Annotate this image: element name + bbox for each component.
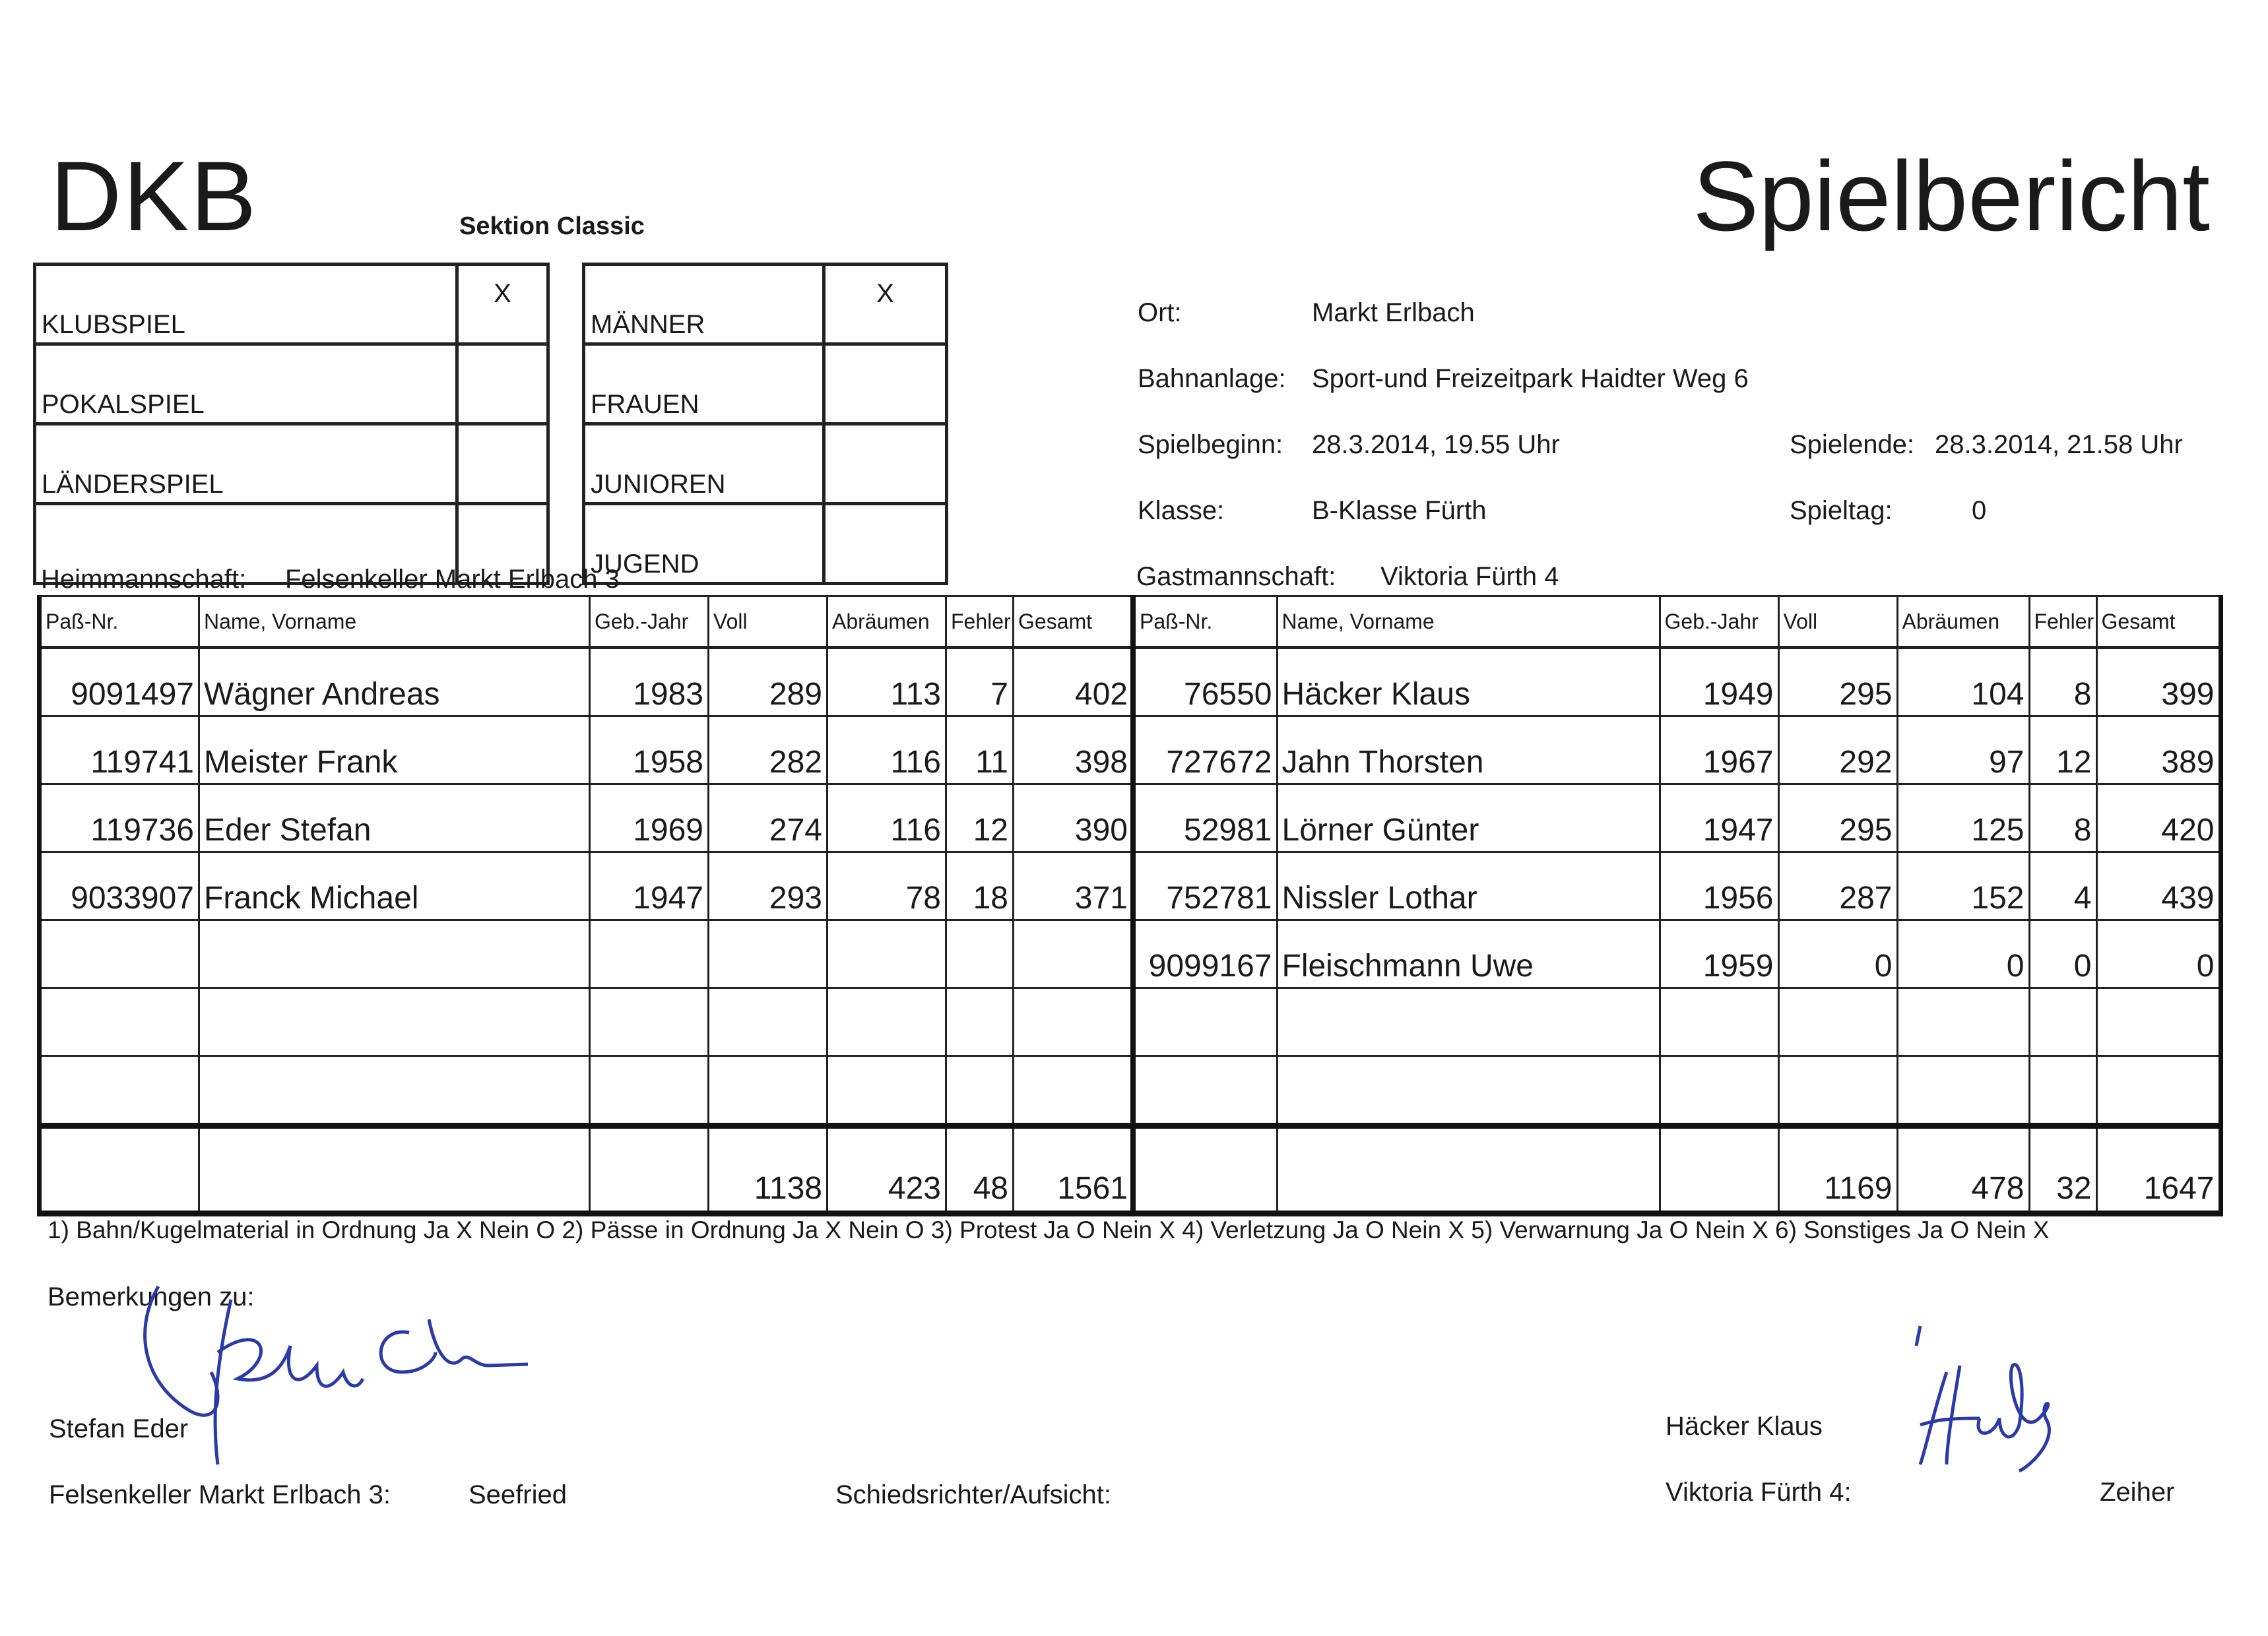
player-voll xyxy=(1778,1056,1897,1126)
home-total-voll: 1138 xyxy=(709,1126,827,1214)
player-abr xyxy=(827,920,946,988)
col-voll-header: Voll xyxy=(709,596,827,648)
referee-label: Schiedsrichter/Aufsicht: xyxy=(835,1480,1111,1509)
home-player-row xyxy=(40,784,1133,852)
player-fehler xyxy=(2029,988,2096,1056)
category-label: MÄNNER xyxy=(584,265,824,344)
home-captain-name: Stefan Eder xyxy=(49,1414,189,1443)
category-label: JUNIOREN xyxy=(584,424,824,504)
guest-player-row xyxy=(1133,648,2220,716)
home-total-fehler: 48 xyxy=(946,1126,1014,1214)
player-pass: 727672 xyxy=(1133,716,1277,784)
player-voll: 289 xyxy=(709,648,827,716)
player-name: Eder Stefan xyxy=(199,784,590,852)
player-voll: 287 xyxy=(1778,852,1897,920)
totals-empty xyxy=(1660,1126,1778,1214)
home-player-row xyxy=(40,1056,1133,1126)
player-pass xyxy=(40,920,199,988)
player-voll: 274 xyxy=(709,784,827,852)
checklist-line: 1) Bahn/Kugelmaterial in Ordnung Ja X Nein O 2) Pässe in Ordnung Ja X Nein O 3) Protest Ja O Nein X 4) Verletzung Ja O Nein X 5) Verwarnung Ja O Nein X 6) Sonstiges Ja O Nein X xyxy=(48,1216,2050,1243)
player-name xyxy=(199,1056,590,1126)
player-gesamt xyxy=(2096,1056,2220,1126)
player-name: Franck Michael xyxy=(199,852,590,920)
player-fehler: 4 xyxy=(2029,852,2096,920)
player-name: Fleischmann Uwe xyxy=(1277,920,1660,988)
player-abr: 113 xyxy=(827,648,946,716)
player-abr: 152 xyxy=(1897,852,2029,920)
ort-value: Markt Erlbach xyxy=(1312,298,1475,327)
match-type-checkbox[interactable] xyxy=(457,424,548,504)
player-fehler: 12 xyxy=(2029,716,2096,784)
remarks-label: Bemerkungen zu: xyxy=(48,1282,255,1311)
totals-empty xyxy=(199,1126,590,1214)
player-fehler: 8 xyxy=(2029,784,2096,852)
player-pass: 119736 xyxy=(40,784,199,852)
spielbeginn-value: 28.3.2014, 19.55 Uhr xyxy=(1312,430,1560,459)
col-year-header: Geb.-Jahr xyxy=(590,596,709,648)
player-pass xyxy=(40,1056,199,1126)
totals-empty xyxy=(1277,1126,1660,1214)
player-voll xyxy=(709,1056,827,1126)
player-fehler: 0 xyxy=(2029,920,2096,988)
player-year: 1959 xyxy=(1660,920,1778,988)
player-abr: 116 xyxy=(827,784,946,852)
player-gesamt: 398 xyxy=(1014,716,1133,784)
guest-header-row xyxy=(1133,596,2220,648)
player-voll xyxy=(709,920,827,988)
player-gesamt xyxy=(2096,988,2220,1056)
player-voll: 282 xyxy=(709,716,827,784)
player-year: 1967 xyxy=(1660,716,1778,784)
bahnanlage-value: Sport-und Freizeitpark Haidter Weg 6 xyxy=(1312,364,1749,393)
player-name: Häcker Klaus xyxy=(1277,648,1660,716)
guest-score-table xyxy=(1130,595,2223,1216)
player-name: Wägner Andreas xyxy=(199,648,590,716)
player-voll: 0 xyxy=(1778,920,1897,988)
klasse-value: B-Klasse Fürth xyxy=(1312,496,1487,525)
home-player-row xyxy=(40,988,1133,1056)
player-pass: 52981 xyxy=(1133,784,1277,852)
col-pass-header: Paß-Nr. xyxy=(40,596,199,648)
player-abr: 78 xyxy=(827,852,946,920)
guest-team-name: Viktoria Fürth 4 xyxy=(1380,562,1559,591)
match-type-table xyxy=(33,263,550,585)
document-title: Spielbericht xyxy=(1693,141,2210,251)
home-player-row xyxy=(40,648,1133,716)
category-table xyxy=(582,263,948,585)
category-checkbox[interactable] xyxy=(824,504,947,584)
col-pass-header: Paß-Nr. xyxy=(1133,596,1277,648)
match-type-checkbox[interactable] xyxy=(457,344,548,424)
match-type-checkbox[interactable]: X xyxy=(457,265,548,344)
spielende-label: Spielende: xyxy=(1790,430,1915,459)
col-voll-header: Voll xyxy=(1778,596,1897,648)
col-abr-header: Abräumen xyxy=(827,596,946,648)
player-gesamt: 399 xyxy=(2096,648,2220,716)
player-gesamt: 439 xyxy=(2096,852,2220,920)
bahnanlage-label: Bahnanlage: xyxy=(1138,364,1286,393)
klasse-label: Klasse: xyxy=(1138,496,1225,525)
player-year xyxy=(590,920,709,988)
category-checkbox[interactable] xyxy=(824,344,947,424)
player-year: 1949 xyxy=(1660,648,1778,716)
home-player-row xyxy=(40,852,1133,920)
player-year: 1956 xyxy=(1660,852,1778,920)
player-year: 1969 xyxy=(590,784,709,852)
category-row-maenner xyxy=(584,265,947,344)
guest-total-fehler: 32 xyxy=(2029,1126,2096,1214)
player-fehler xyxy=(946,988,1014,1056)
player-fehler xyxy=(946,1056,1014,1126)
player-year xyxy=(590,1056,709,1126)
player-gesamt: 420 xyxy=(2096,784,2220,852)
player-voll xyxy=(709,988,827,1056)
match-type-label: KLUBSPIEL xyxy=(35,265,457,344)
player-name: Lörner Günter xyxy=(1277,784,1660,852)
player-name: Nissler Lothar xyxy=(1277,852,1660,920)
player-gesamt: 371 xyxy=(1014,852,1133,920)
player-pass: 119741 xyxy=(40,716,199,784)
guest-captain-name: Häcker Klaus xyxy=(1666,1412,1823,1441)
totals-empty xyxy=(1133,1126,1277,1214)
player-name xyxy=(1277,988,1660,1056)
home-header-row xyxy=(40,596,1133,648)
match-type-row-pokalspiel xyxy=(35,344,548,424)
player-pass: 752781 xyxy=(1133,852,1277,920)
player-pass: 9033907 xyxy=(40,852,199,920)
guest-player-row xyxy=(1133,920,2220,988)
home-team-label: Heimmannschaft: xyxy=(41,565,247,594)
player-year: 1947 xyxy=(1660,784,1778,852)
player-abr: 97 xyxy=(1897,716,2029,784)
guest-team-signature-label: Viktoria Fürth 4: xyxy=(1666,1478,1852,1507)
player-pass xyxy=(1133,988,1277,1056)
home-team-signature-label: Felsenkeller Markt Erlbach 3: xyxy=(49,1480,391,1509)
guest-player-row xyxy=(1133,716,2220,784)
guest-totals-row xyxy=(1133,1126,2220,1214)
player-fehler: 12 xyxy=(946,784,1014,852)
player-abr: 0 xyxy=(1897,920,2029,988)
match-type-label: LÄNDERSPIEL xyxy=(35,424,457,504)
player-voll xyxy=(1778,988,1897,1056)
home-team-name: Felsenkeller Markt Erlbach 3 xyxy=(285,565,620,594)
guest-player-row xyxy=(1133,852,2220,920)
home-player-row xyxy=(40,920,1133,988)
col-fehler-header: Fehler xyxy=(946,596,1014,648)
player-fehler: 18 xyxy=(946,852,1014,920)
guest-total-voll: 1169 xyxy=(1778,1126,1897,1214)
player-name: Meister Frank xyxy=(199,716,590,784)
player-voll: 292 xyxy=(1778,716,1897,784)
totals-empty xyxy=(590,1126,709,1214)
player-abr xyxy=(827,1056,946,1126)
guest-player-row xyxy=(1133,784,2220,852)
player-abr: 104 xyxy=(1897,648,2029,716)
home-score-table xyxy=(37,595,1134,1216)
player-gesamt: 390 xyxy=(1014,784,1133,852)
home-total-gesamt: 1561 xyxy=(1014,1126,1133,1214)
guest-total-gesamt: 1647 xyxy=(2096,1126,2220,1214)
category-checkbox[interactable] xyxy=(824,424,947,504)
player-pass xyxy=(40,988,199,1056)
player-year: 1947 xyxy=(590,852,709,920)
home-total-abr: 423 xyxy=(827,1126,946,1214)
player-name xyxy=(1277,1056,1660,1126)
player-fehler xyxy=(2029,1056,2096,1126)
section-label: Sektion Classic xyxy=(459,212,645,240)
player-gesamt xyxy=(1014,988,1133,1056)
guest-total-abr: 478 xyxy=(1897,1126,2029,1214)
match-type-row-laenderspiel xyxy=(35,424,548,504)
player-name xyxy=(199,920,590,988)
category-checkbox[interactable]: X xyxy=(824,265,947,344)
match-type-label: POKALSPIEL xyxy=(35,344,457,424)
category-label: JUGEND xyxy=(584,504,824,584)
spielende-value: 28.3.2014, 21.58 Uhr xyxy=(1935,430,2183,459)
guest-team-label: Gastmannschaft: xyxy=(1136,562,1336,591)
player-fehler: 8 xyxy=(2029,648,2096,716)
ort-label: Ort: xyxy=(1138,298,1182,327)
guest-captain-signature xyxy=(1907,1319,2092,1491)
match-type-row-klubspiel xyxy=(35,265,548,344)
player-fehler xyxy=(946,920,1014,988)
player-year: 1958 xyxy=(590,716,709,784)
player-gesamt xyxy=(1014,1056,1133,1126)
player-pass: 9099167 xyxy=(1133,920,1277,988)
home-captain-signature xyxy=(119,1280,541,1478)
player-pass: 9091497 xyxy=(40,648,199,716)
player-abr xyxy=(1897,988,2029,1056)
col-abr-header: Abräumen xyxy=(1897,596,2029,648)
player-year: 1983 xyxy=(590,648,709,716)
guest-player-row xyxy=(1133,1056,2220,1126)
player-pass xyxy=(1133,1056,1277,1126)
guest-player-row xyxy=(1133,988,2220,1056)
home-player-row xyxy=(40,716,1133,784)
col-name-header: Name, Vorname xyxy=(199,596,590,648)
player-gesamt: 0 xyxy=(2096,920,2220,988)
player-voll: 295 xyxy=(1778,784,1897,852)
player-fehler: 11 xyxy=(946,716,1014,784)
player-year xyxy=(590,988,709,1056)
player-abr xyxy=(827,988,946,1056)
player-abr: 116 xyxy=(827,716,946,784)
player-gesamt: 389 xyxy=(2096,716,2220,784)
spielbeginn-label: Spielbeginn: xyxy=(1138,430,1283,459)
col-gesamt-header: Gesamt xyxy=(1014,596,1133,648)
player-name xyxy=(199,988,590,1056)
player-abr: 125 xyxy=(1897,784,2029,852)
player-gesamt: 402 xyxy=(1014,648,1133,716)
home-totals-row xyxy=(40,1126,1133,1214)
guest-writer-name: Zeiher xyxy=(2100,1478,2175,1507)
player-abr xyxy=(1897,1056,2029,1126)
player-voll: 295 xyxy=(1778,648,1897,716)
category-row-frauen xyxy=(584,344,947,424)
home-writer-name: Seefried xyxy=(469,1480,567,1509)
player-year xyxy=(1660,1056,1778,1126)
category-row-jugend xyxy=(584,504,947,584)
col-fehler-header: Fehler xyxy=(2029,596,2096,648)
category-label: FRAUEN xyxy=(584,344,824,424)
player-gesamt xyxy=(1014,920,1133,988)
spieltag-value: 0 xyxy=(1972,496,1987,525)
player-year xyxy=(1660,988,1778,1056)
col-name-header: Name, Vorname xyxy=(1277,596,1660,648)
player-fehler: 7 xyxy=(946,648,1014,716)
dkb-logo: DKB xyxy=(50,141,258,251)
col-gesamt-header: Gesamt xyxy=(2096,596,2220,648)
player-pass: 76550 xyxy=(1133,648,1277,716)
spieltag-label: Spieltag: xyxy=(1790,496,1893,525)
player-name: Jahn Thorsten xyxy=(1277,716,1660,784)
totals-empty xyxy=(40,1126,199,1214)
player-voll: 293 xyxy=(709,852,827,920)
col-year-header: Geb.-Jahr xyxy=(1660,596,1778,648)
category-row-junioren xyxy=(584,424,947,504)
